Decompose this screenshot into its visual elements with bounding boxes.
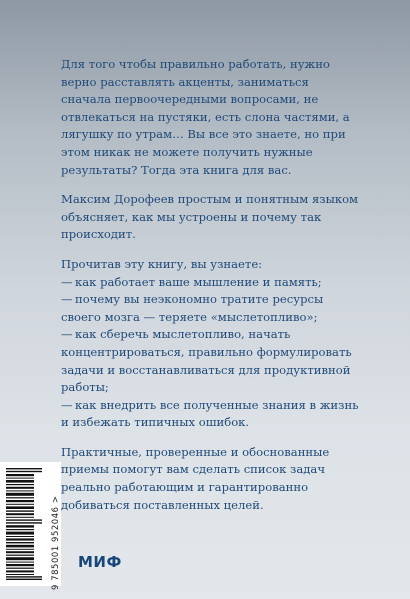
intro-paragraph: Для того чтобы правильно работать, нужно верно расставлять акценты, заниматься сначала первоочередными вопросами, не отвлекаться на пустяки, есть слона частями, а лягушку по утрам… Вы все это знаете, но при этом никак не можете получить нужные результаты? Тогда эта книга для вас. (61, 57, 350, 177)
closing-paragraph: Практичные, проверенные и обоснованные приемы помогут вам сделать список задач реально работающим и гарантированно добиваться поставленных целей. (61, 444, 330, 512)
dash-marker: — (61, 397, 73, 412)
dash-marker: — (61, 292, 73, 307)
dash-marker: — (61, 274, 73, 289)
list-item: — как работает ваше мышление и память; (61, 274, 361, 292)
barcode-bars (6, 468, 42, 580)
list-item: — как внедрить все полученные знания в жизнь и избежать типичных ошибок. (61, 397, 359, 430)
list-item: — почему вы неэкономно тратите ресурсы своего мозга — теряете «мыслетопливо»; (61, 292, 324, 324)
list-item: — как сберечь мыслетопливо, начать концентрироваться, правильно формулировать задачи и восстанавливаться для продуктивной работы; (61, 327, 352, 395)
dash-marker: — (61, 327, 73, 342)
benefits-list (61, 274, 361, 432)
author-paragraph: Максим Дорофеев простым и понятным языком объясняет, как мы устроены и почему так происходит. (61, 192, 359, 242)
list-intro: Прочитав эту книгу, вы узнаете: (61, 256, 263, 271)
back-cover-text (61, 56, 361, 526)
publisher-logo: МИФ (78, 553, 122, 571)
barcode-digits: 9 785001 952046 > (50, 495, 60, 590)
